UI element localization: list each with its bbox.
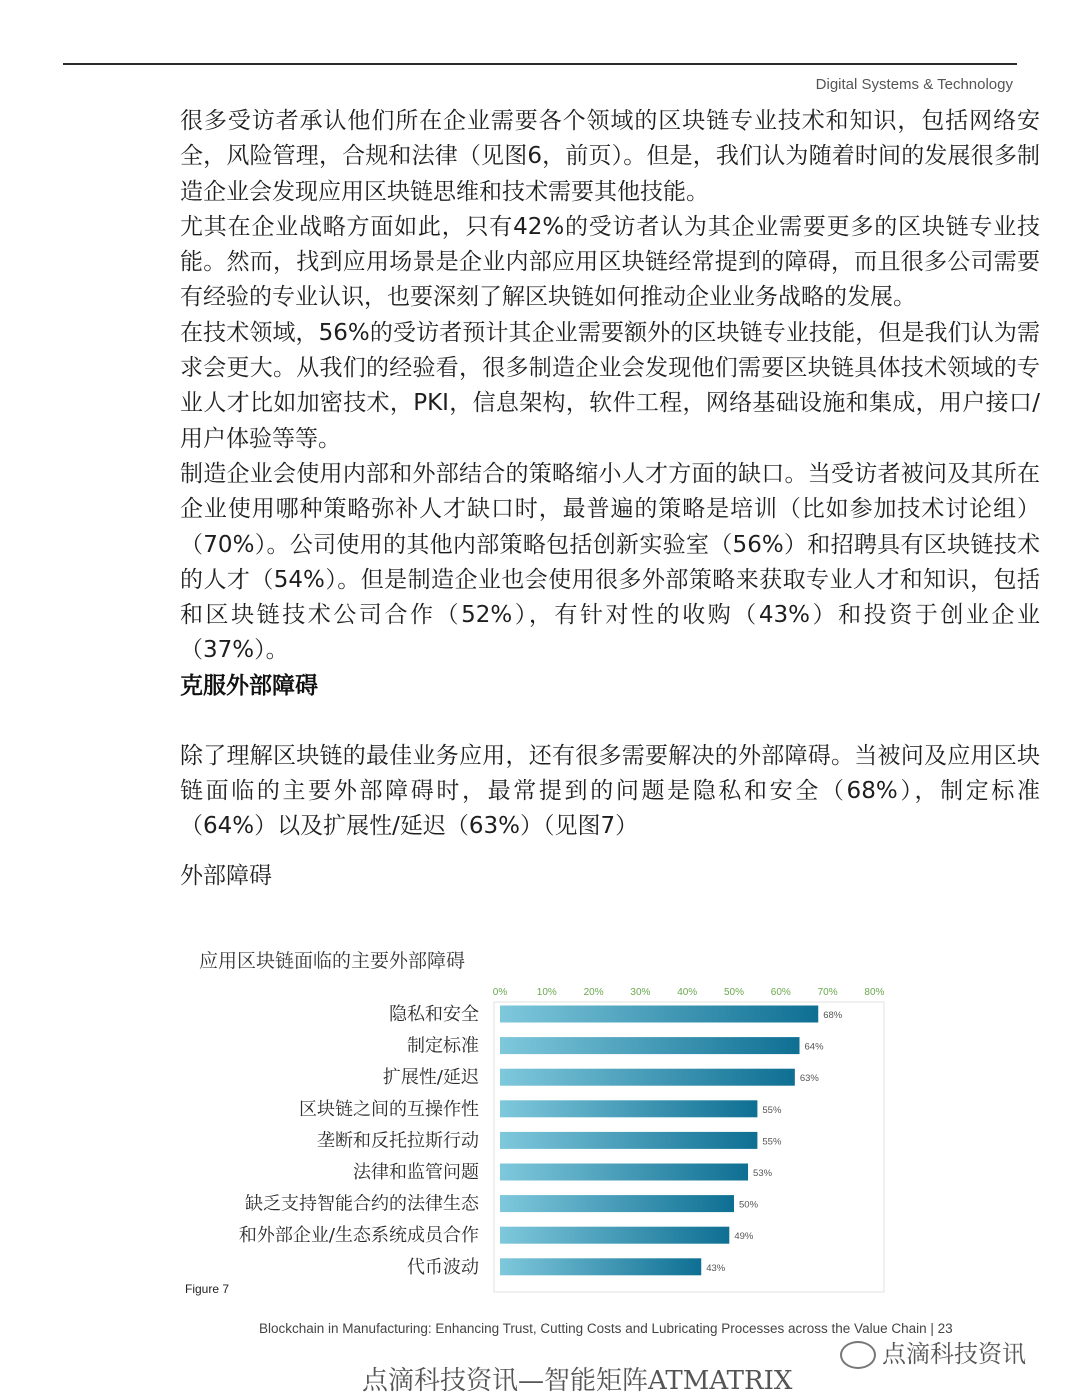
value-label: 55%	[762, 1104, 782, 1116]
x-tick-label: 30%	[630, 987, 651, 998]
category-label: 隐私和安全	[389, 1004, 479, 1025]
chart-title: 应用区块链面临的主要外部障碍	[199, 950, 466, 972]
figure-label: Figure 7	[185, 1282, 230, 1296]
paragraph-4: 制造企业会使用内部和外部结合的策略缩小人才方面的缺口。当受访者被问及其所在企业使用哪种策略弥补人才缺口时，最普遍的策略是培训（比如参加技术讨论组）（70%）。公司使用的其他内部策略包括创新实验室（56%）和招聘具有区块链技术的人才（54%）。但是制造企业也会使用很多外部策略来获取专业人才和知识，包括和区块链技术公司合作（52%），有针对性的收购（43%）和投资于创业企业（37%）。	[180, 460, 1040, 664]
x-tick-label: 10%	[536, 987, 557, 998]
bar	[500, 1227, 729, 1244]
x-tick-label: 70%	[817, 987, 838, 998]
category-label: 和外部企业/生态系统成员合作	[238, 1225, 479, 1247]
x-tick-label: 50%	[723, 987, 745, 998]
value-label: 55%	[762, 1136, 782, 1148]
x-tick-label: 20%	[583, 987, 604, 998]
paragraph-1: 很多受访者承认他们所在企业需要各个领域的区块链专业技术和知识，包括网络安全，风险管理，合规和法律（见图6，前页）。但是，我们认为随着时间的发展很多制造企业会发现应用区块链思维和技术需要其他技能。	[180, 108, 1040, 205]
category-label: 垄断和反托拉斯行动	[317, 1130, 479, 1152]
chart-subheading: 外部障碍	[180, 862, 272, 889]
value-label: 53%	[753, 1168, 773, 1179]
bar	[500, 1195, 734, 1212]
category-label: 缺乏支持智能合约的法律生态	[245, 1193, 479, 1215]
bar	[500, 1006, 818, 1023]
x-tick-label: 40%	[677, 987, 698, 998]
bar	[500, 1037, 800, 1054]
section-heading: 克服外部障碍	[180, 672, 318, 699]
bar	[500, 1258, 701, 1275]
watermark: 点滴科技资讯—智能矩阵ATMATRIX	[362, 1366, 793, 1396]
bar	[500, 1069, 795, 1086]
section-paragraph: 除了理解区块链的最佳业务应用，还有很多需要解决的外部障碍。当被问及应用区块链面临的主要外部障碍时，最常提到的问题是隐私和安全（68%），制定标准（64%）以及扩展性/延迟（63%）（见图7）	[180, 742, 1040, 840]
category-label: 法律和监管问题	[353, 1162, 479, 1183]
wechat-source	[840, 1334, 1026, 1369]
bar	[500, 1164, 748, 1181]
value-label: 49%	[734, 1231, 754, 1243]
bar	[500, 1132, 757, 1149]
value-label: 43%	[706, 1262, 726, 1274]
category-label: 代币波动	[407, 1256, 479, 1278]
value-label: 68%	[823, 1010, 843, 1021]
value-label: 64%	[804, 1041, 824, 1053]
wechat-icon	[840, 1341, 876, 1369]
header-brand: Digital Systems & Technology	[815, 76, 1013, 93]
paragraph-2: 尤其在企业战略方面如此，只有42%的受访者认为其企业需要更多的区块链专业技能。然而，找到应用场景是企业内部应用区块链经常提到的障碍，而且很多公司需要有经验的专业认识，也要深刻了解区块链如何推动企业业务战略的发展。	[180, 213, 1040, 311]
wechat-label: 点滴科技资讯	[882, 1340, 1026, 1368]
value-label: 50%	[739, 1199, 759, 1211]
paragraph-3: 在技术领域，56%的受访者预计其企业需要额外的区块链专业技能，但是我们认为需求会更大。从我们的经验看，很多制造企业会发现他们需要区块链具体技术领域的专业人才比如加密技术，PKI，信息架构，软件工程，网络基础设施和集成，用户接口/用户体验等等。	[180, 319, 1040, 452]
category-label: 扩展性/延迟	[382, 1067, 479, 1089]
x-tick-label: 80%	[864, 987, 885, 998]
value-label: 63%	[799, 1073, 819, 1085]
category-label: 区块链之间的互操作性	[299, 1098, 479, 1120]
category-label: 制定标准	[407, 1035, 479, 1057]
bar	[500, 1100, 757, 1117]
x-tick-label: 0%	[492, 987, 508, 998]
page-footer: Blockchain in Manufacturing: Enhancing Trust, Cutting Costs and Lubricating Processes across the Value Chain | 23	[259, 1321, 953, 1336]
x-tick-label: 60%	[770, 987, 791, 998]
